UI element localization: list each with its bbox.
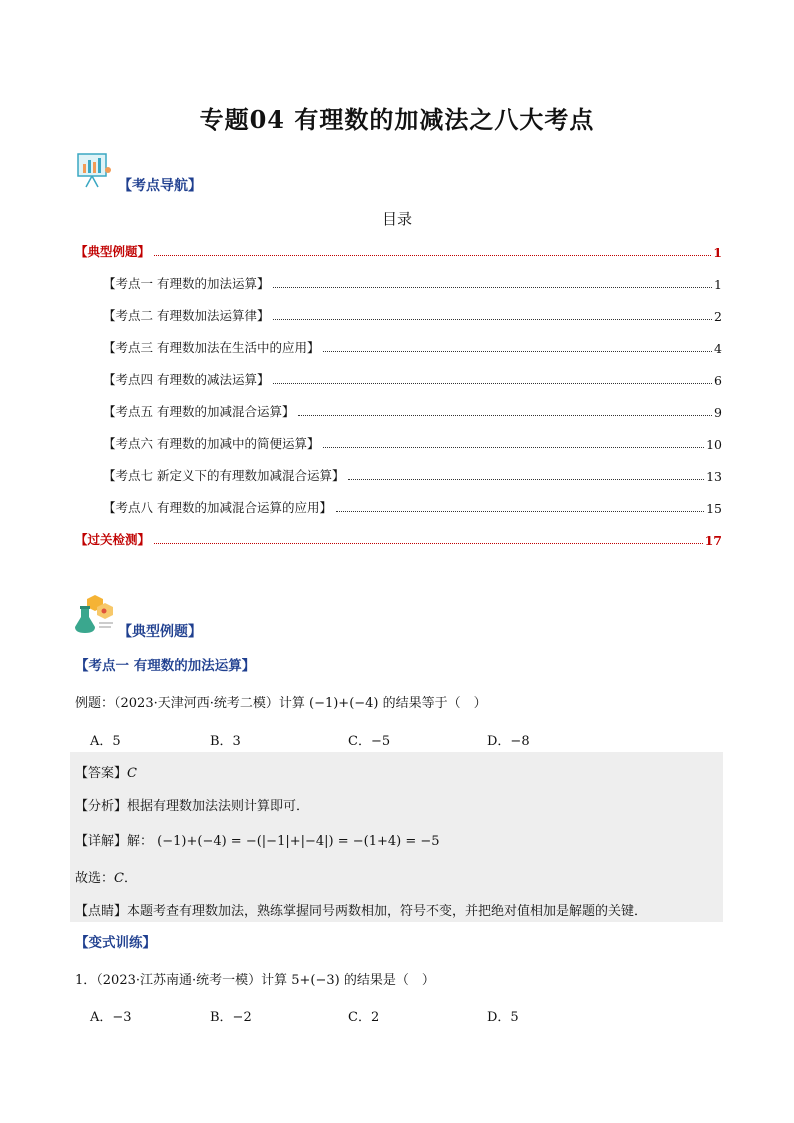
- analysis-line: [75, 795, 309, 814]
- toc-entry-page: 15: [706, 501, 722, 516]
- toc-leader: [273, 318, 712, 320]
- detail-expression: (−1)+(−4) = −(|−1|+|−4|) = −(1+4) = −5: [157, 834, 440, 849]
- toc-entry[interactable]: [103, 336, 722, 356]
- detail-prefix: 解：: [127, 834, 154, 849]
- option-d[interactable]: D．5: [487, 1010, 519, 1025]
- toc-entry-page: 9: [714, 405, 722, 420]
- question-suffix: 的结果等于（ ）: [382, 696, 487, 711]
- toc-entry-label: 【考点三 有理数加法在生活中的应用】: [103, 340, 320, 355]
- toc-entry[interactable]: [103, 304, 722, 324]
- toc-entry-page: 1: [713, 245, 722, 260]
- toc-entry-page: 6: [714, 373, 722, 388]
- section-heading: 【考点一 有理数的加法运算】: [75, 658, 256, 674]
- choose-value: C: [114, 871, 124, 886]
- toc-entry-page: 1: [714, 277, 722, 292]
- toc-entry-label: 【考点八 有理数的加减混合运算的应用】: [103, 500, 332, 515]
- toc-leader: [348, 478, 704, 480]
- option-c[interactable]: C．2: [348, 1010, 380, 1025]
- toc-entry[interactable]: [103, 272, 722, 292]
- comment-line: [75, 900, 647, 919]
- toc-entry-label: 【过关检测】: [75, 532, 151, 547]
- toc-entry-label: 【考点二 有理数加法运算律】: [103, 308, 270, 323]
- question-1: [75, 692, 487, 711]
- question-2: [75, 969, 435, 988]
- choose-line: [75, 867, 137, 886]
- question-expression: 5+(−3): [291, 973, 340, 988]
- toc-leader: [154, 254, 711, 256]
- toc-entry[interactable]: [103, 368, 722, 388]
- variant-heading: 【变式训练】: [75, 935, 156, 951]
- choose-text: 故选：: [75, 871, 115, 886]
- analysis-tag: 【分析】: [75, 799, 128, 814]
- toc-leader: [298, 414, 712, 416]
- toc-leader: [323, 350, 712, 352]
- answer-tag: 【答案】: [75, 766, 128, 781]
- toc-entry[interactable]: [103, 400, 722, 420]
- toc-entry-page: 2: [714, 309, 722, 324]
- analysis-text: 根据有理数加法法则计算即可．: [127, 799, 310, 814]
- toc-entry-label: 【典型例题】: [75, 244, 151, 259]
- toc-leader: [336, 510, 704, 512]
- choose-end: ．: [123, 871, 137, 886]
- toc-entry-label: 【考点四 有理数的减法运算】: [103, 372, 270, 387]
- question-suffix: 的结果是（ ）: [343, 973, 435, 988]
- toc-leader: [273, 382, 712, 384]
- toc-entry[interactable]: [75, 240, 722, 260]
- toc-entry[interactable]: [75, 528, 722, 548]
- comment-tag: 【点睛】: [75, 904, 128, 919]
- option-b[interactable]: B．−2: [210, 1010, 252, 1025]
- chemistry-flask-icon: [73, 593, 115, 635]
- toc-leader: [154, 542, 703, 544]
- presentation-board-icon: [74, 150, 114, 190]
- option-b[interactable]: B．3: [210, 734, 241, 749]
- question-expression: (−1)+(−4): [309, 696, 379, 711]
- toc-entry[interactable]: [103, 432, 722, 452]
- detail-line: [75, 830, 440, 849]
- toc-entry-page: 4: [714, 341, 722, 356]
- option-d[interactable]: D．−8: [487, 734, 530, 749]
- examples-heading: 【典型例题】: [118, 624, 202, 640]
- option-c[interactable]: C．−5: [348, 734, 391, 749]
- toc-entry[interactable]: [103, 464, 722, 484]
- toc-entry-label: 【考点一 有理数的加法运算】: [103, 276, 270, 291]
- toc-entry-label: 【考点七 新定义下的有理数加减混合运算】: [103, 468, 345, 483]
- question-prefix: 例题：（2023·天津河西·统考二模）计算: [75, 696, 305, 711]
- question-prefix: 1．（2023·江苏南通·统考一模）计算: [75, 973, 288, 988]
- toc-entry-page: 13: [706, 469, 722, 484]
- comment-text: 本题考查有理数加法，熟练掌握同号两数相加，符号不变，并把绝对值相加是解题的关键．: [127, 904, 648, 919]
- question-1-options: [90, 730, 650, 748]
- toc-entry[interactable]: [103, 496, 722, 516]
- toc-leader: [323, 446, 704, 448]
- toc-entry-page: 17: [704, 533, 722, 548]
- option-a[interactable]: A．−3: [90, 1010, 132, 1025]
- answer-line: [75, 762, 137, 781]
- answer-value: C: [127, 766, 137, 781]
- toc-heading: 目录: [381, 210, 412, 228]
- toc-entry-label: 【考点五 有理数的加减混合运算】: [103, 404, 295, 419]
- page-title: 专题04 有理数的加减法之八大考点: [199, 105, 595, 134]
- detail-tag: 【详解】: [75, 834, 128, 849]
- toc-entry-page: 10: [706, 437, 722, 452]
- option-a[interactable]: A．5: [90, 734, 121, 749]
- toc-leader: [273, 286, 712, 288]
- question-2-options: [90, 1006, 650, 1024]
- toc-entry-label: 【考点六 有理数的加减中的简便运算】: [103, 436, 320, 451]
- nav-heading: 【考点导航】: [118, 178, 202, 194]
